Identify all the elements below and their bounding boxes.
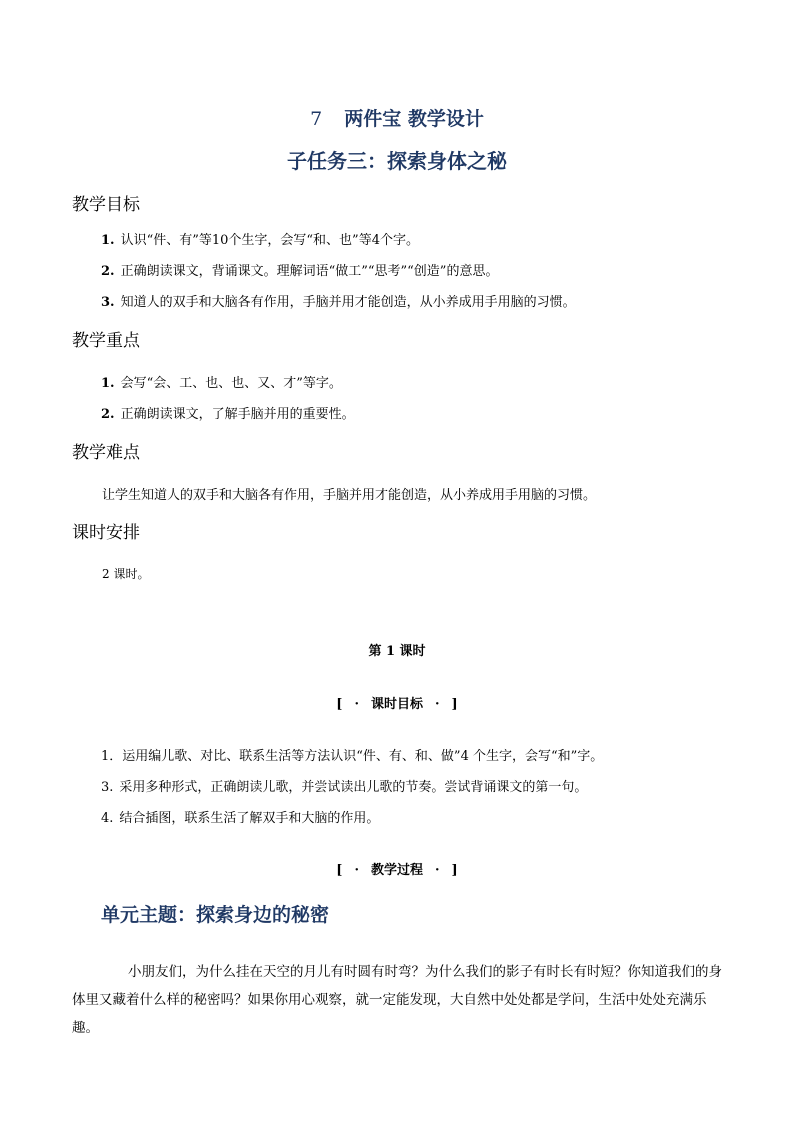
- goal-item: [101, 291, 576, 310]
- goal-text: 认识“件、有”等10个生字，会写“和、也”等4个字。: [120, 233, 419, 248]
- goal-number: 3.: [101, 295, 115, 310]
- unit-theme-title: 单元主题：探索身边的秘密: [101, 904, 330, 926]
- unit-intro-paragraph: 小朋友们，为什么挂在天空的月儿有时圆有时弯？为什么我们的影子有时长有时短？你知道我们的身体里又藏着什么样的秘密吗？如果你用心观察，就一定能发现，大自然中处处都是学问，生活中处处充满乐趣。: [72, 964, 722, 1036]
- goals-heading: 教学目标: [72, 195, 140, 215]
- objective-number: 3.: [101, 780, 114, 795]
- goal-item: [101, 229, 419, 248]
- key-point-number: 1.: [101, 376, 115, 391]
- lesson-title: 两件宝 教学设计: [344, 108, 484, 130]
- objective-number: 1．: [101, 749, 123, 764]
- goal-number: 1.: [101, 233, 115, 248]
- document-title: [0, 104, 794, 131]
- difficulties-text: 让学生知道人的双手和大脑各有作用，手脑并用才能创造，从小养成用手用脑的习惯。: [102, 488, 597, 503]
- goal-text: 知道人的双手和大脑各有作用，手脑并用才能创造，从小养成用手用脑的习惯。: [120, 295, 576, 310]
- bullet-dot: ·: [435, 863, 440, 878]
- process-bracket-heading: [0, 859, 794, 878]
- key-point-text: 会写“会、工、也、也、又、才”等字。: [120, 376, 342, 391]
- bullet-dot: ·: [354, 697, 359, 712]
- objective-number: 4.: [101, 811, 114, 826]
- objective-text: 采用多种形式，正确朗读儿歌，并尝试读出儿歌的节奏。尝试背诵课文的第一句。: [119, 780, 588, 795]
- objective-item: [101, 807, 379, 826]
- difficulties-heading: 教学难点: [72, 443, 140, 463]
- bracket-open: [: [336, 863, 343, 878]
- bracket-open: [: [336, 697, 343, 712]
- objectives-bracket-heading: [0, 693, 794, 712]
- objective-item: [101, 776, 587, 795]
- goal-number: 2.: [101, 264, 115, 279]
- key-point-text: 正确朗读课文，了解手脑并用的重要性。: [120, 407, 355, 422]
- schedule-heading: 课时安排: [72, 523, 140, 543]
- bullet-dot: ·: [354, 863, 359, 878]
- objective-text: 结合插图，联系生活了解双手和大脑的作用。: [119, 811, 380, 826]
- goal-text: 正确朗读课文，背诵课文。理解词语“做工”“思考”“创造”的意思。: [120, 264, 499, 279]
- document-subtitle: 子任务三：探索身体之秘: [287, 149, 507, 173]
- key-point-item: [101, 403, 355, 422]
- objectives-label: 课时目标: [370, 697, 423, 712]
- objective-item: [101, 745, 603, 764]
- lesson1-title: 第 1 课时: [368, 644, 426, 659]
- objective-text: 运用编儿歌、对比、联系生活等方法认识“件、有、和、做”4 个生字，会写“和”字。: [122, 749, 604, 764]
- bullet-dot: ·: [435, 697, 440, 712]
- schedule-text: 2 课时。: [102, 567, 150, 581]
- lesson-number: 7: [310, 108, 323, 130]
- key-point-number: 2.: [101, 407, 115, 422]
- goal-item: [101, 260, 498, 279]
- key-points-heading: 教学重点: [72, 331, 140, 351]
- bracket-close: ]: [451, 697, 458, 712]
- process-label: 教学过程: [370, 863, 423, 878]
- bracket-close: ]: [451, 863, 458, 878]
- key-point-item: [101, 372, 342, 391]
